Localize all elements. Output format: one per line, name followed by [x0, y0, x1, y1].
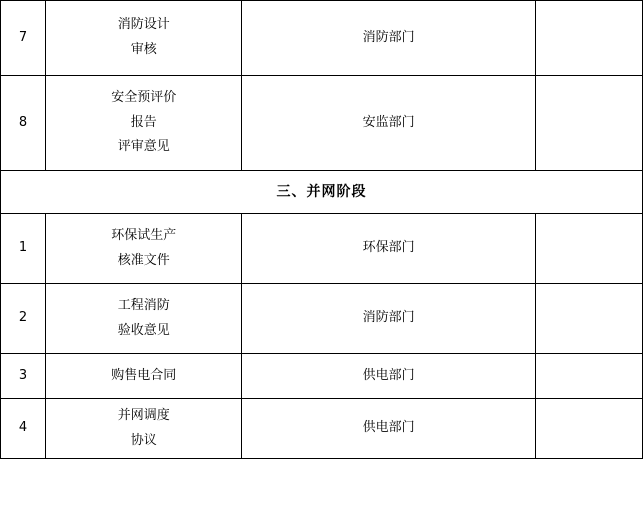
row-note — [535, 284, 642, 354]
row-item-name — [46, 284, 242, 354]
row-department: 消防部门 — [242, 284, 535, 354]
row-number: 2 — [1, 284, 46, 354]
row-department: 供电部门 — [242, 354, 535, 399]
row-item-name — [46, 399, 242, 459]
row-item-line: 并网调度 — [117, 407, 170, 423]
table-section-row — [1, 171, 643, 214]
row-item-name — [46, 354, 242, 399]
row-department: 安监部门 — [242, 76, 535, 171]
row-number: 1 — [1, 214, 46, 284]
row-item-name — [46, 214, 242, 284]
row-item-line: 协议 — [130, 432, 157, 448]
row-item-line: 购售电合同 — [111, 367, 177, 383]
row-note — [535, 399, 642, 459]
row-item-name — [46, 1, 242, 76]
row-number: 3 — [1, 354, 46, 399]
row-department: 供电部门 — [242, 399, 535, 459]
table-row — [1, 399, 643, 459]
row-department: 消防部门 — [242, 1, 535, 76]
table-body — [1, 1, 643, 459]
row-item-line: 环保试生产 — [111, 227, 177, 243]
table-row — [1, 354, 643, 399]
row-item-line: 安全预评价 — [111, 89, 177, 105]
section-title: 三、并网阶段 — [1, 171, 643, 214]
row-note — [535, 1, 642, 76]
table-row — [1, 76, 643, 171]
row-item-line: 报告 — [130, 114, 157, 130]
row-item-line: 验收意见 — [117, 322, 170, 338]
row-item-line: 消防设计 — [117, 17, 170, 33]
row-number: 8 — [1, 76, 46, 171]
row-note — [535, 214, 642, 284]
row-item-line: 评审意见 — [117, 139, 170, 155]
row-note — [535, 354, 642, 399]
row-department: 环保部门 — [242, 214, 535, 284]
table-row — [1, 1, 643, 76]
row-item-line: 核准文件 — [117, 252, 170, 268]
row-item-line: 审核 — [130, 42, 157, 57]
row-number: 7 — [1, 1, 46, 76]
row-item-line: 工程消防 — [117, 297, 170, 313]
row-note — [535, 76, 642, 171]
row-number: 4 — [1, 399, 46, 459]
row-item-name — [46, 76, 242, 171]
table-row — [1, 284, 643, 354]
table-row — [1, 214, 643, 284]
